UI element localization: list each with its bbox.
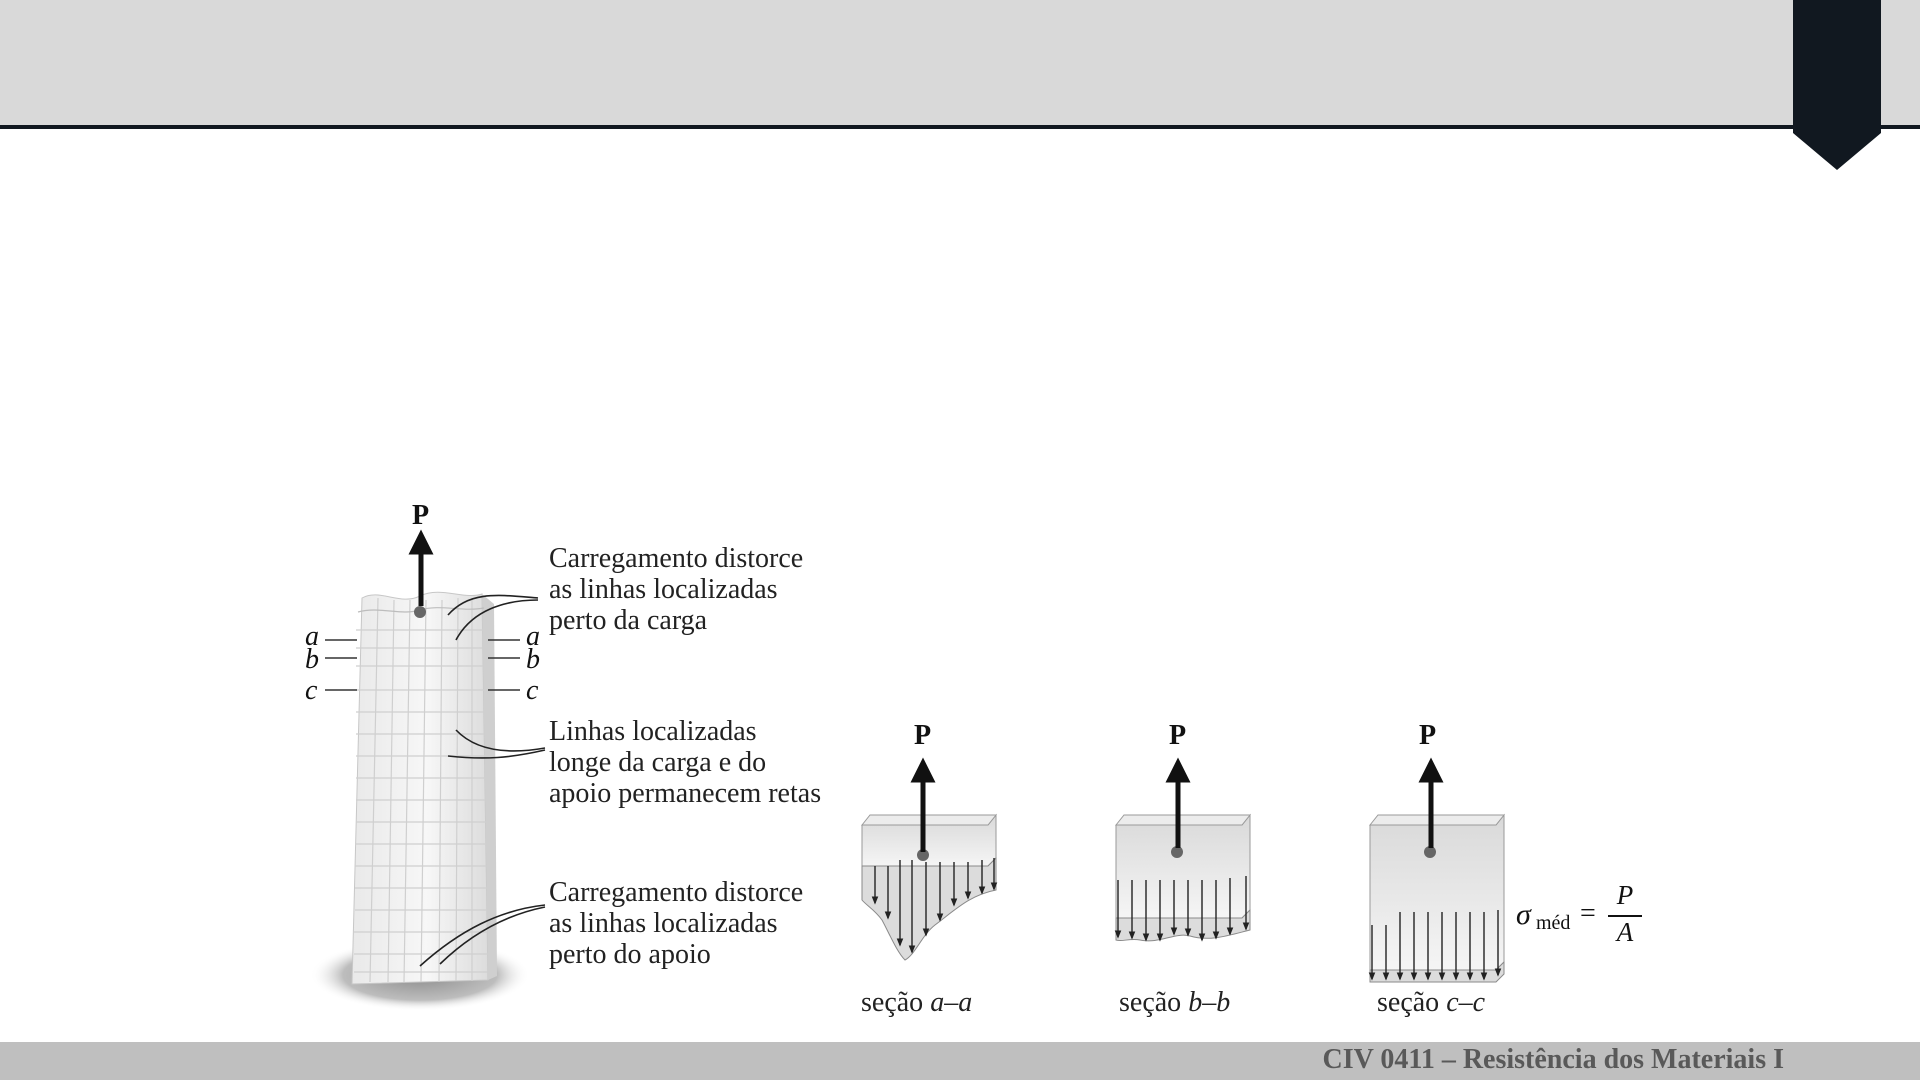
- left-cut-label-b: b: [305, 644, 319, 675]
- equals-sign: =: [1580, 898, 1596, 929]
- sigma-subscript: méd: [1536, 912, 1571, 934]
- formula-numerator: P: [1616, 880, 1634, 910]
- section-a-label: seção a–a: [861, 987, 973, 1018]
- note-distortion-near-support: Carregamento distorce as linhas localizadas perto do apoio: [549, 877, 804, 970]
- section-c-load-label: P: [1419, 720, 1437, 751]
- section-b-label: seção b–b: [1119, 987, 1231, 1018]
- right-cut-label-c: c: [526, 675, 539, 706]
- right-cut-label-b: b: [526, 644, 540, 675]
- section-b-load-label: P: [1169, 720, 1187, 751]
- sigma-symbol: σ: [1516, 898, 1531, 931]
- section-c-block: [1370, 770, 1504, 982]
- average-stress-formula: [1516, 880, 1636, 950]
- note-lines-remain-straight: Linhas localizadas longe da carga e do apoio permanecem retas: [549, 716, 822, 809]
- formula-denominator: A: [1616, 917, 1634, 947]
- section-a-block: [862, 770, 996, 960]
- section-c-label: seção c–c: [1377, 987, 1486, 1018]
- note-distortion-near-load: Carregamento distorce as linhas localizadas perto da carga: [549, 543, 804, 636]
- left-cut-label-a: a: [305, 621, 319, 652]
- column-body: [352, 592, 497, 984]
- right-cut-label-a: a: [526, 621, 540, 652]
- load-point: [414, 606, 426, 618]
- section-b-block: [1116, 770, 1250, 941]
- column-load-label: P: [412, 500, 430, 531]
- course-title: CIV 0411 – Resistência dos Materiais I: [1322, 1044, 1784, 1075]
- section-a-load-label: P: [914, 720, 932, 751]
- left-cut-label-c: c: [305, 675, 318, 706]
